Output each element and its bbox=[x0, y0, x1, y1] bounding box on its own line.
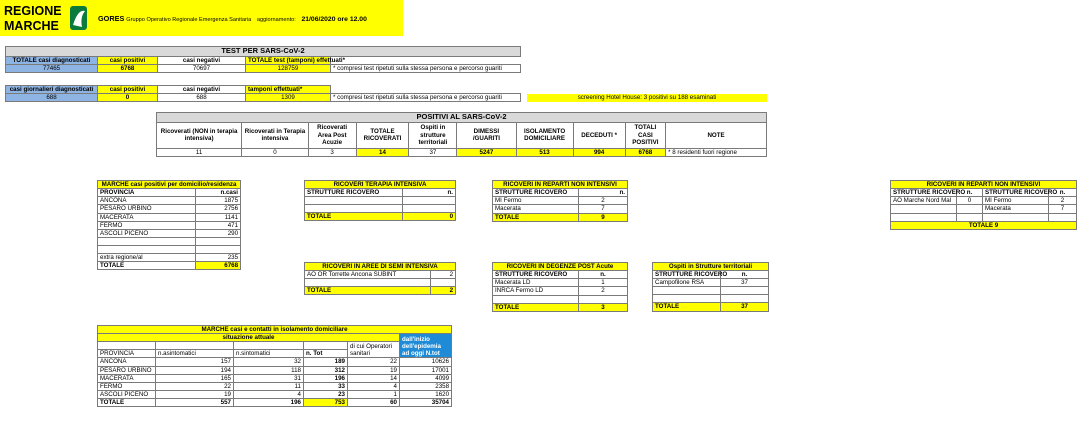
daily-header-negativi: casi negativi bbox=[158, 86, 246, 94]
daily-value-casi: 688 bbox=[6, 94, 98, 102]
isolamento-header-sintomatici: n.sintomatici bbox=[234, 350, 304, 358]
table-row: ASCOLI PICENO 290 bbox=[98, 229, 241, 237]
daily-header-casi: casi giornalieri diagnosticati bbox=[6, 86, 98, 94]
positivi-header-ti: Ricoverati in Terapia intensiva bbox=[242, 122, 309, 148]
positivi-value-deceduti: 994 bbox=[573, 148, 625, 156]
isolamento-header-operatori: di cui Operatori sanitari bbox=[348, 342, 400, 358]
table-row: PESARO URBINO 2756 bbox=[98, 205, 241, 213]
daily-note: * compresi test ripetuti sulla stessa persona e percorso guariti bbox=[331, 94, 521, 102]
domicilio-extra-label: extra regione/al bbox=[98, 253, 196, 261]
positivi-title: POSITIVI AL SARS-CoV-2 bbox=[157, 113, 767, 123]
non-intensivi-col-strutture: STRUTTURE RICOVERO bbox=[493, 189, 579, 197]
test-header-tamponi: TOTALE test (tamponi) effettuati* bbox=[246, 56, 331, 64]
semi-intensiva-total-value: 2 bbox=[431, 287, 456, 295]
table-row: AO Marche Nord Mal 0 MI Fermo 2 bbox=[891, 197, 1077, 205]
table-row: FERMO 471 bbox=[98, 221, 241, 229]
positivi-value-ti: 0 bbox=[242, 148, 309, 156]
table-row: Campofilone RSA 37 bbox=[653, 279, 769, 287]
territoriali-table: Ospiti in Strutture territoriali STRUTTURE RICOVERO n. Campofilone RSA 37 TOTALE 37 bbox=[652, 262, 769, 312]
positivi-value-note: * 8 residenti fuori regione bbox=[666, 148, 767, 156]
daily-table bbox=[5, 85, 521, 102]
domicilio-col-ncasi: n.casi bbox=[196, 189, 241, 197]
test-header-total: TOTALE casi diagnosticati bbox=[6, 56, 98, 64]
domicilio-total-label: TOTALE bbox=[98, 262, 196, 270]
positivi-value-ospiti: 37 bbox=[409, 148, 457, 156]
isolamento-total-row: TOTALE 557 196 753 60 35704 bbox=[98, 399, 452, 407]
daily-value-positivi: 0 bbox=[98, 94, 158, 102]
territoriali-title: Ospiti in Strutture territoriali bbox=[653, 263, 769, 271]
positivi-value-totali: 6768 bbox=[625, 148, 666, 156]
semi-intensiva-total-label: TOTALE bbox=[305, 287, 431, 295]
isolamento-header-totale-epidemia: dall'inizio dell'epidemia ad oggi N.tot bbox=[400, 334, 452, 358]
positivi-header-dimessi: DIMESSI /GUARITI bbox=[457, 122, 516, 148]
non-intensivi-right-total: TOTALE 9 bbox=[891, 221, 1077, 229]
ti-title: RICOVERI TERAPIA INTENSIVA bbox=[305, 181, 456, 189]
header-text bbox=[98, 14, 367, 23]
test-value-positivi: 6768 bbox=[98, 64, 158, 72]
daily-value-tamponi: 1309 bbox=[246, 94, 331, 102]
positivi-header-totali: TOTALI CASI POSITIVI bbox=[625, 122, 666, 148]
ti-total-value: 0 bbox=[403, 213, 456, 221]
table-row: ANCONA 157 32 189 22 10626 bbox=[98, 358, 452, 366]
semi-intensiva-table bbox=[304, 262, 456, 295]
positivi-value-dimessi: 5247 bbox=[457, 148, 516, 156]
isolamento-subtitle: situazione attuale bbox=[98, 334, 400, 342]
positivi-header-ospiti: Ospiti in strutture territoriali bbox=[409, 122, 457, 148]
post-acute-table: RICOVERI IN DEGENZE POST Acute STRUTTURE RICOVERO n. Macerata LD 1 INRCA Fermo LD 2 TOTALE 3 bbox=[492, 262, 628, 312]
table-row: AO OR Torrette Ancona SUBINT 2 bbox=[305, 271, 456, 279]
table-row: Macerata LD 1 bbox=[493, 279, 628, 287]
test-title: TEST PER SARS-CoV-2 bbox=[6, 47, 521, 57]
non-intensivi-total-value: 9 bbox=[579, 213, 628, 221]
table-row: Macerata 7 bbox=[891, 205, 1077, 213]
update-date: 21/06/2020 ore 12.00 bbox=[301, 16, 367, 23]
update-label: aggiornamento: bbox=[256, 17, 296, 23]
table-row: MACERATA 165 31 196 14 4099 bbox=[98, 374, 452, 382]
table-row bbox=[98, 253, 241, 261]
isolamento-title: MARCHE casi e contatti in isolamento domiciliare bbox=[98, 326, 452, 334]
domicilio-col-provincia: PROVINCIA bbox=[98, 189, 196, 197]
daily-header-tamponi: tamponi effettuati* bbox=[246, 86, 331, 94]
logo-text-line2: MARCHE bbox=[4, 19, 59, 33]
org-full-name: Gruppo Operativo Regionale Emergenza Sanitaria bbox=[126, 17, 252, 23]
table-row: Macerata 7 bbox=[493, 205, 628, 213]
ti-col-n: n. bbox=[403, 189, 456, 197]
table-row: INRCA Fermo LD 2 bbox=[493, 287, 628, 295]
positivi-value-tot-ricoverati: 14 bbox=[356, 148, 409, 156]
daily-value-negativi: 688 bbox=[158, 94, 246, 102]
positivi-value-isolamento: 513 bbox=[516, 148, 573, 156]
ti-col-strutture: STRUTTURE RICOVERO bbox=[305, 189, 403, 197]
non-intensivi-col-n: n. bbox=[579, 189, 628, 197]
test-value-tamponi: 128759 bbox=[246, 64, 331, 72]
non-intensivi-table bbox=[492, 180, 628, 222]
ti-total-label: TOTALE bbox=[305, 213, 403, 221]
regione-marche-logo bbox=[4, 3, 89, 33]
positivi-header-ricoverati: Ricoverati (NON in terapia intensiva) bbox=[157, 122, 242, 148]
semi-intensiva-title: RICOVERI IN AREE DI SEMI INTENSIVA bbox=[305, 263, 456, 271]
test-value-negativi: 70697 bbox=[158, 64, 246, 72]
non-intensivi-title: RICOVERI IN REPARTI NON INTENSIVI bbox=[493, 181, 628, 189]
table-row: ASCOLI PICENO 19 4 23 1 1620 bbox=[98, 390, 452, 398]
post-acute-total-label: TOTALE bbox=[493, 303, 579, 311]
post-acute-total-value: 3 bbox=[579, 303, 628, 311]
isolamento-header-tot: n. Tot bbox=[304, 350, 348, 358]
test-header-positivi: casi positivi bbox=[98, 56, 158, 64]
positivi-header-post: Ricoverati Area Post Acuzie bbox=[308, 122, 356, 148]
positivi-header-isolamento: ISOLAMENTO DOMICILIARE bbox=[516, 122, 573, 148]
ti-table bbox=[304, 180, 456, 221]
daily-header-positivi: casi positivi bbox=[98, 86, 158, 94]
table-row: ANCONA 1875 bbox=[98, 197, 241, 205]
test-header-negativi: casi negativi bbox=[158, 56, 246, 64]
logo-text-line1: REGIONE bbox=[4, 4, 62, 18]
territoriali-total-value: 37 bbox=[721, 303, 769, 311]
positivi-header-deceduti: DECEDUTI * bbox=[573, 122, 625, 148]
screening-note: screening Hotel House: 3 positivi su 188 esaminati bbox=[527, 94, 767, 102]
positivi-value-ricoverati: 11 bbox=[157, 148, 242, 156]
positivi-table bbox=[156, 112, 767, 157]
domicilio-total-value: 6768 bbox=[196, 262, 241, 270]
table-row: FERMO 22 11 33 4 2358 bbox=[98, 382, 452, 390]
post-acute-title: RICOVERI IN DEGENZE POST Acute bbox=[493, 263, 628, 271]
domicilio-title: MARCHE casi positivi per domicilio/residenza bbox=[98, 181, 241, 189]
table-row: MACERATA 1141 bbox=[98, 213, 241, 221]
test-note: * compresi test ripetuti sulla stessa persona e percorso guariti bbox=[331, 64, 521, 72]
non-intensivi-right-title: RICOVERI IN REPARTI NON INTENSIVI bbox=[891, 181, 1077, 189]
org-name: GORES bbox=[98, 14, 125, 23]
test-value-total: 77465 bbox=[6, 64, 98, 72]
table-row: MI Fermo 2 bbox=[493, 197, 628, 205]
domicilio-extra-value: 235 bbox=[196, 253, 241, 261]
non-intensivi-right-table: RICOVERI IN REPARTI NON INTENSIVI STRUTTURE RICOVERO n. STRUTTURE RICOVERO n. AO Marche Nord Mal 0 MI Fermo 2 Macerata 7 TOTALE 9 bbox=[890, 180, 1077, 230]
isolamento-header-asintomatici: n.asintomatici bbox=[156, 350, 234, 358]
test-table bbox=[5, 46, 521, 73]
table-row: PESARO URBINO 194 118 312 19 17001 bbox=[98, 366, 452, 374]
territoriali-total-label: TOTALE bbox=[653, 303, 721, 311]
non-intensivi-total-label: TOTALE bbox=[493, 213, 579, 221]
isolamento-table bbox=[97, 325, 452, 407]
isolamento-header-provincia: PROVINCIA bbox=[98, 350, 156, 358]
positivi-header-note: NOTE bbox=[666, 122, 767, 148]
domicilio-table bbox=[97, 180, 241, 270]
positivi-header-tot-ricoverati: TOTALE RICOVERATI bbox=[356, 122, 409, 148]
positivi-value-post: 3 bbox=[308, 148, 356, 156]
